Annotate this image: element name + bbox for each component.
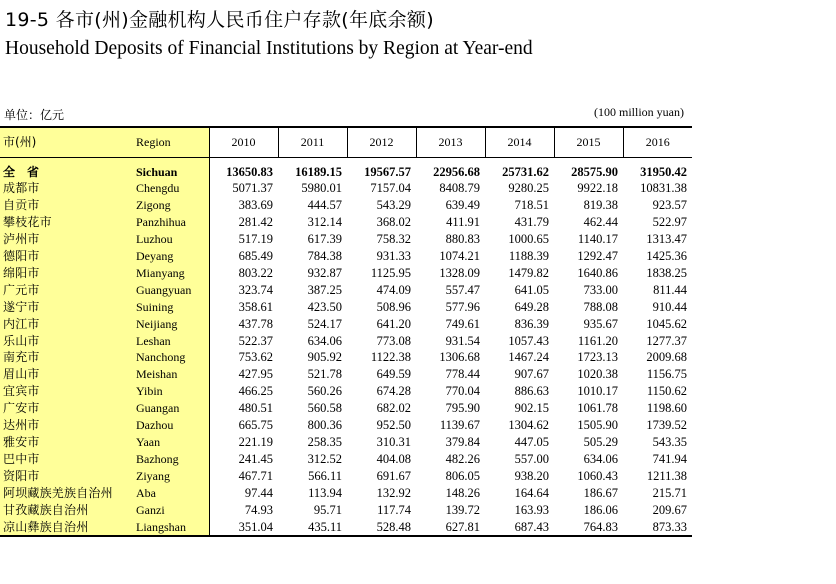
value-cell: 1161.20 [577,333,618,348]
value-cell: 447.05 [514,435,549,449]
value-cell: 800.36 [307,418,342,433]
value-cell: 741.94 [652,451,687,466]
value-cell: 543.35 [652,435,687,449]
region-cn: 广元市 [0,282,133,299]
value-cell: 795.90 [445,401,480,416]
value-cell: 215.71 [652,485,687,500]
region-en: Neijiang [133,316,209,333]
value-cell: 1061.78 [577,401,618,416]
table-row [0,333,692,350]
region-cn: 雅安市 [0,434,133,451]
value-cell: 560.26 [307,384,342,399]
value-cell: 1211.38 [646,468,687,483]
region-cn: 德阳市 [0,248,133,265]
value-cell: 8408.79 [439,181,480,196]
value-cell: 139.72 [445,502,480,517]
value-cell: 749.61 [445,316,480,331]
value-cell: 682.02 [376,401,411,416]
value-cell: 1838.25 [646,265,687,280]
value-cell: 163.93 [514,502,549,517]
value-cell: 358.61 [209,299,278,316]
value-cell: 423.50 [307,299,342,314]
value-cell: 310.31 [376,435,411,449]
region-en: Yaan [133,434,209,451]
unit-label-en: (100 million yuan) [594,105,684,119]
table-row [0,282,692,299]
value-cell: 665.75 [209,417,278,434]
value-cell: 258.35 [307,435,342,449]
table-row-total [0,157,692,180]
value-cell: 577.96 [445,299,480,314]
value-cell: 1010.17 [577,384,618,399]
value-cell: 1198.60 [646,401,687,416]
value-cell: 784.38 [307,249,342,264]
value-cell: 524.17 [307,316,342,331]
value-cell: 5980.01 [301,181,342,196]
table-row [0,451,692,468]
value-cell: 1057.43 [508,333,549,348]
value-cell: 952.50 [376,418,411,433]
value-cell: 902.15 [514,401,549,416]
value-cell: 931.33 [376,249,411,264]
table-row [0,316,692,333]
value-cell: 323.74 [209,282,278,299]
value-cell: 819.38 [583,198,618,213]
value-cell: 521.78 [307,367,342,382]
value-cell: 938.20 [514,468,549,483]
value-cell: 1313.47 [646,232,687,247]
value-cell: 435.11 [278,519,347,537]
region-cn: 资阳市 [0,468,133,485]
table-row [0,231,692,248]
value-cell: 13650.83 [209,157,278,180]
value-cell: 505.29 [583,435,618,449]
unit-label-cn: 单位：亿元 [4,108,65,122]
table-row [0,502,692,519]
region-en: Guangan [133,400,209,417]
header-region-cn: 市(州) [0,127,133,157]
header-year: 2016 [623,127,692,157]
value-cell: 770.04 [445,384,480,399]
region-en: Deyang [133,248,209,265]
value-cell: 803.22 [209,265,278,282]
table-row [0,299,692,316]
region-cn: 遂宁市 [0,299,133,316]
value-cell: 566.11 [308,468,342,483]
value-cell: 427.95 [209,366,278,383]
region-cn: 巴中市 [0,451,133,468]
value-cell: 148.26 [445,485,480,500]
value-cell: 880.83 [445,232,480,247]
table-row [0,197,692,214]
value-cell: 617.39 [307,232,342,247]
value-cell: 773.08 [376,333,411,348]
value-cell: 1122.38 [370,350,411,365]
value-cell: 557.47 [445,282,480,297]
value-cell: 560.58 [307,401,342,416]
value-cell: 1150.62 [646,384,687,399]
value-cell: 1000.65 [508,232,549,247]
region-cn: 攀枝花市 [0,214,133,231]
table-body [0,157,692,536]
value-cell: 718.51 [514,198,549,213]
value-cell: 387.25 [307,282,342,297]
value-cell: 649.28 [514,299,549,314]
region-cn: 南充市 [0,349,133,366]
value-cell: 186.67 [583,485,618,500]
region-cn: 内江市 [0,316,133,333]
value-cell: 907.67 [514,367,549,382]
value-cell: 9922.18 [577,181,618,196]
region-cn: 绵阳市 [0,265,133,282]
region-en: Panzhihua [133,214,209,231]
value-cell: 1277.37 [646,333,687,348]
value-cell: 16189.15 [295,164,342,179]
value-cell: 1140.17 [577,232,618,247]
value-cell: 466.25 [209,383,278,400]
header-year: 2013 [416,127,485,157]
region-cn: 全 省 [0,157,133,180]
table-row [0,383,692,400]
page-title-en: Household Deposits of Financial Institutions by Region at Year-end [5,38,533,59]
value-cell: 2009.68 [646,350,687,365]
value-cell: 517.19 [209,231,278,248]
value-cell: 462.44 [583,215,618,230]
value-cell: 811.44 [653,282,687,297]
value-cell: 379.84 [445,435,480,449]
region-en: Mianyang [133,265,209,282]
value-cell: 164.64 [514,485,549,500]
value-cell: 383.69 [209,197,278,214]
value-cell: 10831.38 [640,181,687,196]
value-cell: 241.45 [209,451,278,468]
value-cell: 281.42 [209,214,278,231]
value-cell: 778.44 [445,367,480,382]
value-cell: 95.71 [313,502,342,517]
region-en: Ziyang [133,468,209,485]
region-en: Meishan [133,366,209,383]
region-cn: 宜宾市 [0,383,133,400]
value-cell: 1020.38 [577,367,618,382]
value-cell: 886.63 [514,384,549,399]
table-row [0,180,692,197]
region-en: Luzhou [133,231,209,248]
region-en: Nanchong [133,349,209,366]
value-cell: 221.19 [209,434,278,451]
header-year: 2014 [485,127,554,157]
region-cn: 广安市 [0,400,133,417]
value-cell: 923.57 [652,198,687,213]
region-en: Bazhong [133,451,209,468]
region-cn: 泸州市 [0,231,133,248]
value-cell: 634.06 [307,333,342,348]
region-cn: 成都市 [0,180,133,197]
value-cell: 788.08 [583,299,618,314]
value-cell: 74.93 [209,502,278,519]
value-cell: 444.57 [307,198,342,213]
value-cell: 351.04 [209,519,278,537]
value-cell: 1505.90 [577,418,618,433]
value-cell: 522.97 [652,215,687,230]
value-cell: 132.92 [376,485,411,500]
value-cell: 411.91 [446,215,480,230]
value-cell: 508.96 [376,299,411,314]
value-cell: 932.87 [307,265,342,280]
value-cell: 480.51 [209,400,278,417]
region-en: Aba [133,485,209,502]
value-cell: 639.49 [445,198,480,213]
value-cell: 641.20 [376,316,411,331]
header-year: 2010 [209,127,278,157]
value-cell: 557.00 [514,451,549,466]
region-en: Suining [133,299,209,316]
value-cell: 1304.62 [508,418,549,433]
value-cell: 687.43 [485,519,554,537]
value-cell: 1156.75 [646,367,687,382]
value-cell: 31950.42 [640,164,687,179]
header-region-en: Region [133,127,209,157]
value-cell: 1479.82 [508,265,549,280]
value-cell: 1074.21 [439,249,480,264]
value-cell: 674.28 [376,384,411,399]
value-cell: 1723.13 [577,350,618,365]
value-cell: 113.94 [308,485,342,500]
table-row [0,248,692,265]
value-cell: 649.59 [376,367,411,382]
region-en: Zigong [133,197,209,214]
header-year: 2011 [278,127,347,157]
region-cn: 自贡市 [0,197,133,214]
region-cn: 乐山市 [0,333,133,350]
header-year: 2012 [347,127,416,157]
region-cn: 凉山彝族自治州 [0,519,133,537]
value-cell: 1640.86 [577,265,618,280]
value-cell: 691.67 [376,468,411,483]
value-cell: 368.02 [376,215,411,230]
deposits-table [0,126,692,537]
value-cell: 431.79 [514,215,549,230]
value-cell: 836.39 [514,316,549,331]
value-cell: 474.09 [376,282,411,297]
value-cell: 1188.39 [508,249,549,264]
value-cell: 931.54 [445,333,480,348]
value-cell: 910.44 [652,299,687,314]
region-cn: 达州市 [0,417,133,434]
value-cell: 905.92 [307,350,342,365]
table-row [0,434,692,451]
value-cell: 209.67 [652,502,687,517]
value-cell: 437.78 [209,316,278,333]
region-cn: 甘孜藏族自治州 [0,502,133,519]
value-cell: 528.48 [347,519,416,537]
value-cell: 482.26 [445,451,480,466]
value-cell: 806.05 [445,468,480,483]
region-en: Dazhou [133,417,209,434]
value-cell: 404.08 [376,451,411,466]
value-cell: 9280.25 [508,181,549,196]
value-cell: 186.06 [583,502,618,517]
region-en: Guangyuan [133,282,209,299]
table-row [0,265,692,282]
value-cell: 117.74 [377,502,411,517]
value-cell: 758.32 [376,232,411,247]
value-cell: 873.33 [623,519,692,537]
value-cell: 1060.43 [577,468,618,483]
value-cell: 627.81 [416,519,485,537]
value-cell: 25731.62 [502,164,549,179]
region-cn: 眉山市 [0,366,133,383]
value-cell: 764.83 [554,519,623,537]
value-cell: 1739.52 [646,418,687,433]
value-cell: 522.37 [209,333,278,350]
value-cell: 312.52 [307,451,342,466]
table-row [0,417,692,434]
region-cn: 阿坝藏族羌族自治州 [0,485,133,502]
value-cell: 28575.90 [571,164,618,179]
value-cell: 97.44 [209,485,278,502]
region-en: Sichuan [133,157,209,180]
region-en: Ganzi [133,502,209,519]
region-en: Liangshan [133,519,209,537]
value-cell: 19567.57 [364,164,411,179]
table-row [0,366,692,383]
value-cell: 1306.68 [439,350,480,365]
region-en: Chengdu [133,180,209,197]
value-cell: 1045.62 [646,316,687,331]
table-row [0,214,692,231]
value-cell: 22956.68 [433,164,480,179]
header-year: 2015 [554,127,623,157]
value-cell: 1125.95 [370,265,411,280]
value-cell: 543.29 [376,198,411,213]
value-cell: 312.14 [307,215,342,230]
value-cell: 5071.37 [209,180,278,197]
value-cell: 733.00 [583,282,618,297]
value-cell: 685.49 [209,248,278,265]
region-en: Yibin [133,383,209,400]
value-cell: 7157.04 [370,181,411,196]
table-row [0,349,692,366]
table-row [0,400,692,417]
value-cell: 1292.47 [577,249,618,264]
value-cell: 467.71 [209,468,278,485]
page-title-cn: 19-5 各市(州)金融机构人民币住户存款(年底余额) [5,9,434,31]
table-row [0,519,692,537]
value-cell: 1139.67 [439,418,480,433]
value-cell: 1328.09 [439,265,480,280]
table-row [0,468,692,485]
value-cell: 753.62 [209,349,278,366]
value-cell: 1467.24 [508,350,549,365]
value-cell: 1425.36 [646,249,687,264]
table-header [0,127,692,157]
value-cell: 935.67 [583,316,618,331]
table-row [0,485,692,502]
value-cell: 634.06 [583,451,618,466]
value-cell: 641.05 [514,282,549,297]
region-en: Leshan [133,333,209,350]
